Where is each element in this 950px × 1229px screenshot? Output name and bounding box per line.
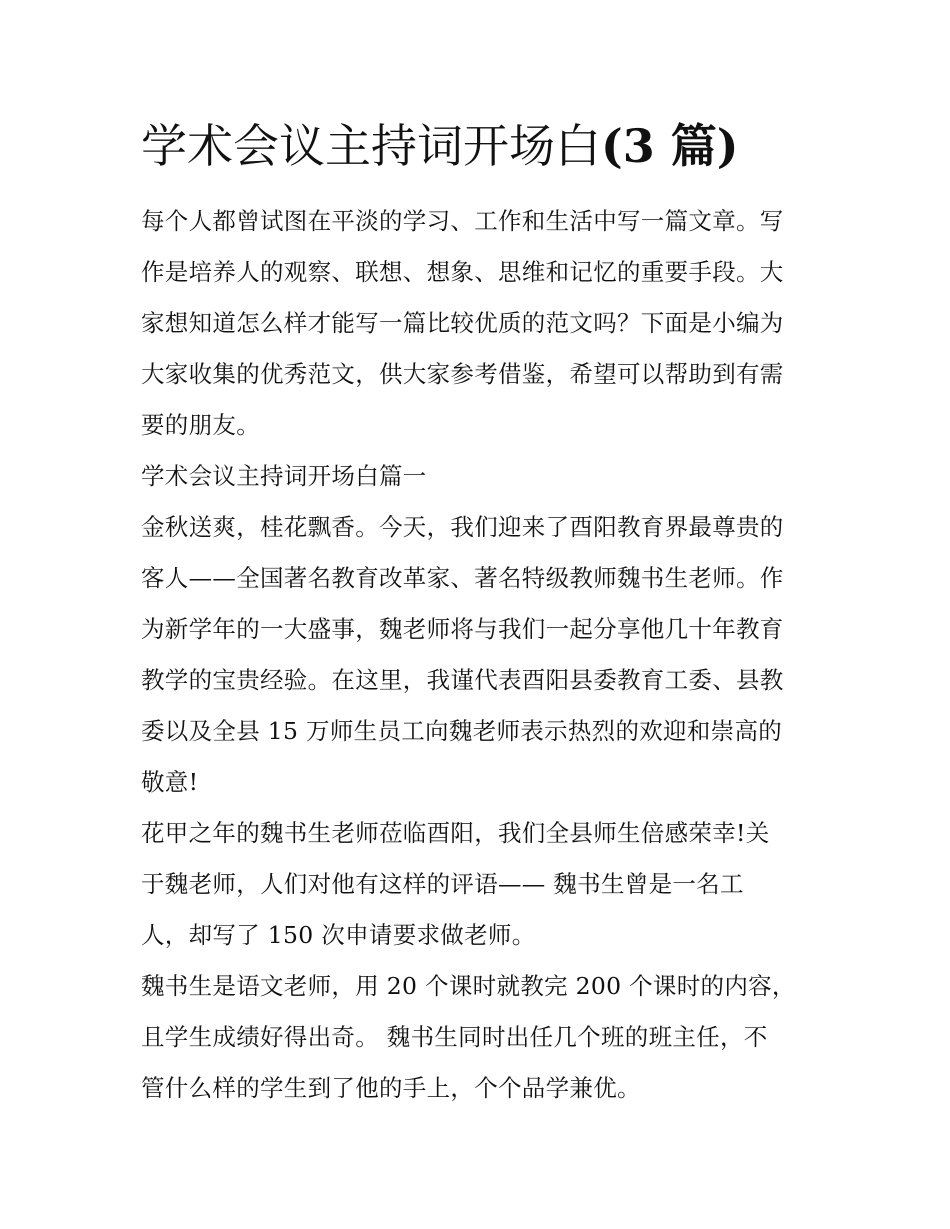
- text-line: 家想知道怎么样才能写一篇比较优质的范文吗？下面是小编为: [141, 309, 784, 337]
- text-line: 客人——全国著名教育改革家、著名特级教师魏书生老师。作: [141, 564, 784, 592]
- text-line: 委以及全县 15 万师生员工向魏老师表示热烈的欢迎和崇高的: [141, 717, 783, 745]
- section-heading: 学术会议主持词开场白篇一: [141, 462, 427, 490]
- text-line: 大家收集的优秀范文，供大家参考借鉴，希望可以帮助到有需: [141, 360, 784, 388]
- text-line: 管什么样的学生到了他的手上，个个品学兼优。: [141, 1074, 641, 1102]
- text-line: 魏书生是语文老师，用 20 个课时就教完 200 个课时的内容，: [141, 972, 796, 1000]
- text-line: 作是培养人的观察、联想、想象、思维和记忆的重要手段。大: [141, 258, 784, 286]
- text-line: 要的朋友。: [141, 411, 260, 439]
- document-title-suffix: (3 篇): [601, 119, 739, 173]
- text-line: 金秋送爽，桂花飘香。今天，我们迎来了酉阳教育界最尊贵的: [141, 513, 784, 541]
- text-line: 教学的宝贵经验。在这里，我谨代表酉阳县委教育工委、县教: [141, 666, 784, 694]
- text-line: 且学生成绩好得出奇。 魏书生同时出任几个班的班主任，不: [141, 1023, 768, 1051]
- text-line: 敬意!: [141, 768, 199, 796]
- text-line: 于魏老师，人们对他有这样的评语—— 魏书生曾是一名工: [141, 870, 744, 898]
- text-line: 为新学年的一大盛事，魏老师将与我们一起分享他几十年教育: [141, 615, 784, 643]
- text-line: 每个人都曾试图在平淡的学习、工作和生活中写一篇文章。写: [141, 207, 784, 235]
- text-line: 人，却写了 150 次申请要求做老师。: [141, 921, 536, 949]
- document-title: [141, 114, 739, 178]
- document-title-main: 学术会议主持词开场白: [141, 119, 601, 173]
- text-line: 花甲之年的魏书生老师莅临酉阳，我们全县师生倍感荣幸!关: [141, 819, 770, 847]
